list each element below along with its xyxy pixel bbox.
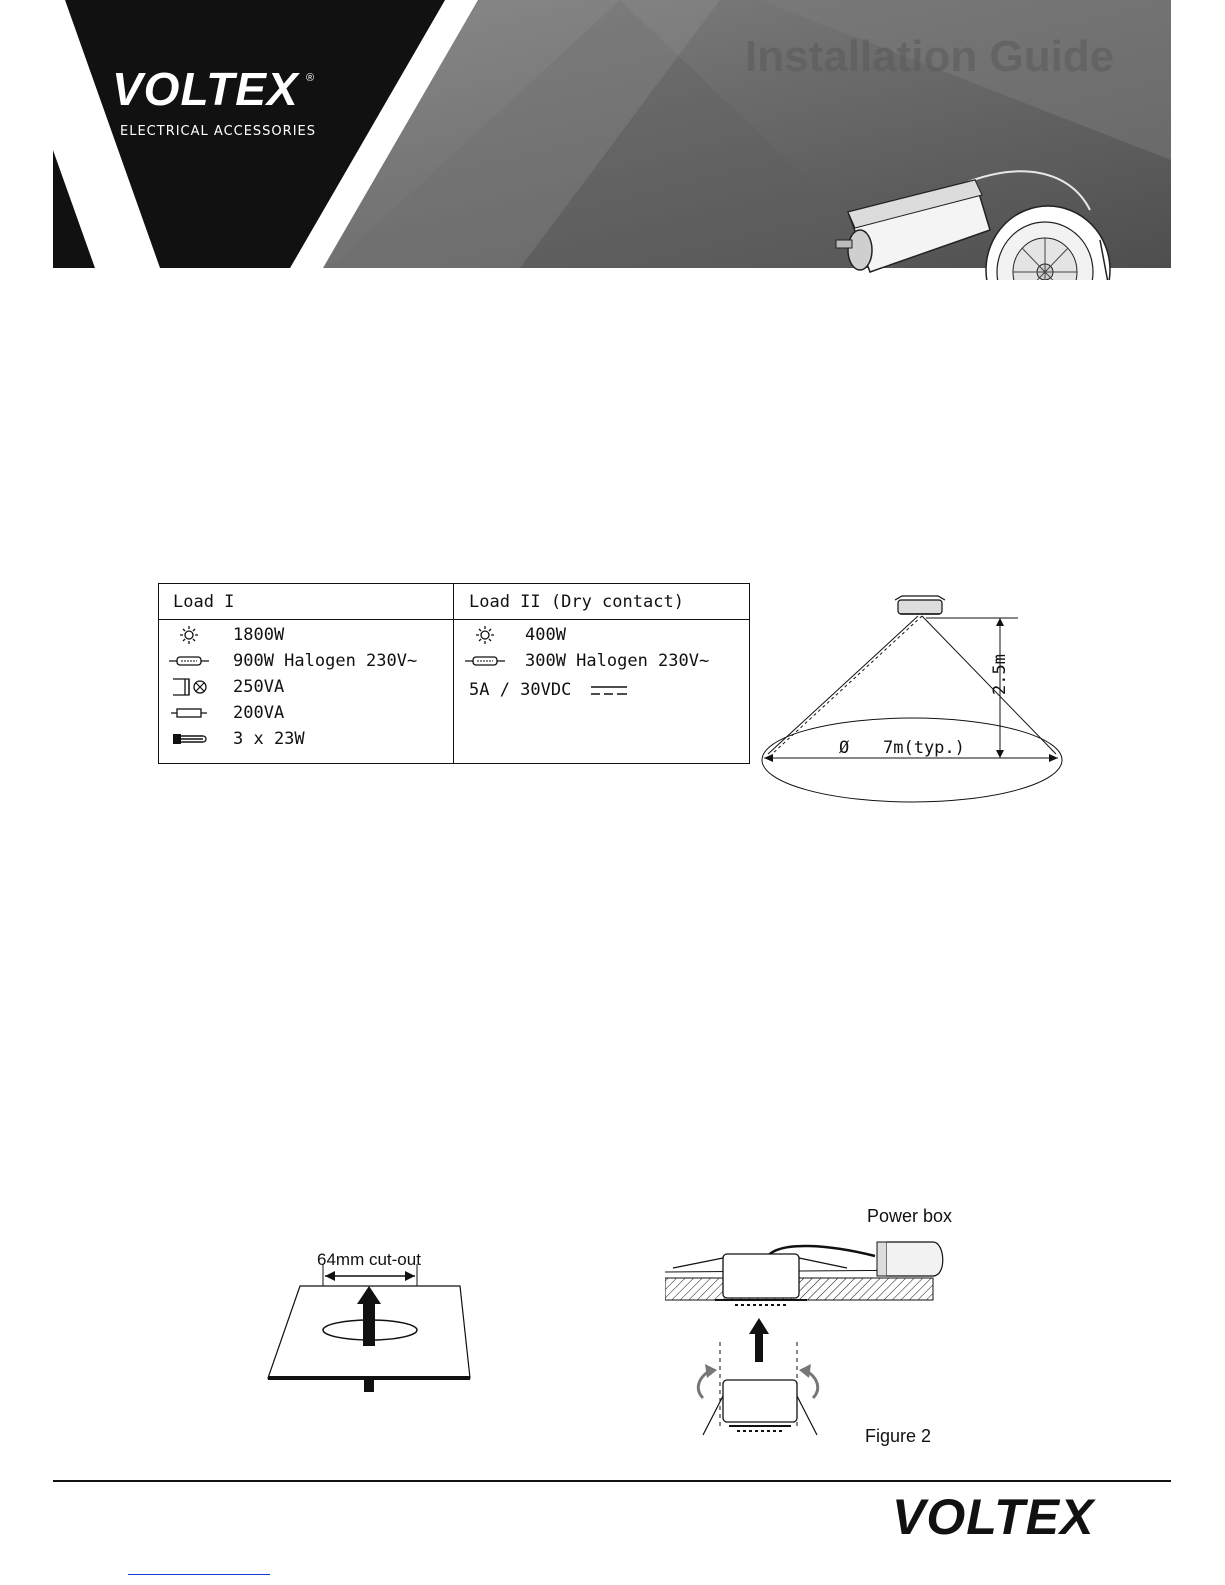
detection-range-diagram	[760, 590, 1080, 815]
halogen-lamp-icon	[463, 651, 507, 671]
transformer-lamp-icon	[167, 677, 211, 697]
table-divider	[159, 619, 749, 620]
load-value: 200VA	[233, 703, 285, 723]
load-value: 300W Halogen 230V~	[525, 651, 710, 671]
power-box-label: Power box	[867, 1206, 953, 1226]
diameter-symbol: Ø	[839, 738, 850, 758]
table-header-load-1: Load I	[173, 592, 235, 612]
load-value: 900W Halogen 230V~	[233, 651, 418, 671]
banner-title: Installation Guide	[745, 32, 1115, 81]
cutout-figure	[265, 1262, 480, 1407]
load-rating-table	[158, 583, 750, 764]
incandescent-lamp-icon	[463, 625, 507, 645]
footer-divider	[53, 1480, 1171, 1482]
brand-logo: VOLTEX	[112, 63, 299, 115]
power-box	[877, 1242, 943, 1276]
rotate-arrow-icon	[799, 1364, 818, 1398]
figure-caption: Figure 2	[865, 1426, 932, 1446]
load-value: 250VA	[233, 677, 285, 697]
incandescent-lamp-icon	[167, 625, 211, 645]
sensor-icon	[895, 596, 945, 614]
table-divider	[453, 584, 454, 763]
footer-link[interactable]	[128, 1574, 270, 1575]
load-value: 1800W	[233, 625, 285, 645]
cutout-label: 64mm cut-out	[317, 1250, 421, 1269]
load-value: 3 x 23W	[233, 729, 305, 749]
dc-symbol-icon	[589, 681, 629, 699]
height-label: 2.5m	[990, 654, 1010, 695]
halogen-lamp-icon	[167, 651, 211, 671]
registered-mark: ®	[306, 72, 315, 84]
load-value: 5A / 30VDC	[469, 680, 572, 700]
load-value: 400W	[525, 625, 566, 645]
rotate-arrow-icon	[698, 1364, 717, 1398]
diameter-label: 7m(typ.)	[883, 738, 965, 758]
footer-logo: VOLTEX	[892, 1489, 1095, 1545]
table-header-load-2: Load II (Dry contact)	[469, 592, 684, 612]
installation-figure	[665, 1230, 955, 1455]
cfl-lamp-icon	[167, 729, 211, 749]
fluorescent-tube-icon	[167, 703, 211, 723]
brand-tagline: ELECTRICAL ACCESSORIES	[120, 124, 317, 139]
